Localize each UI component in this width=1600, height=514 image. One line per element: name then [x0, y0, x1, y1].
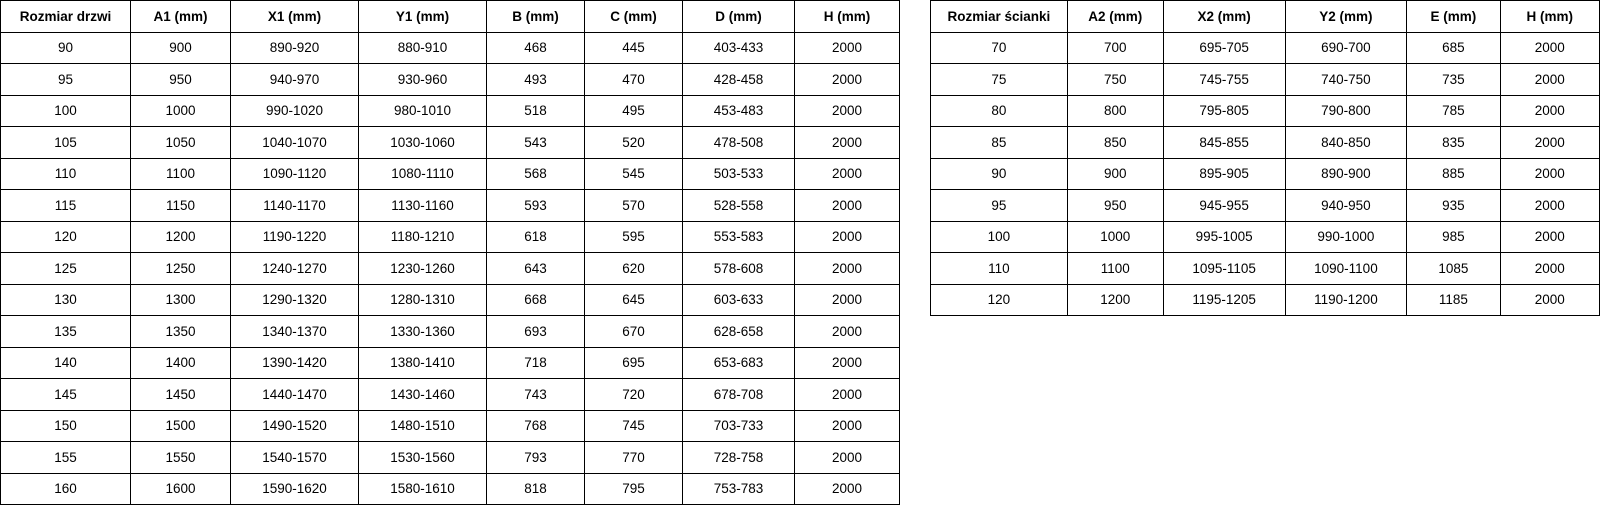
- table-row: [931, 64, 1600, 96]
- doors-cell: 428-458: [683, 64, 795, 96]
- doors-cell: 1240-1270: [231, 253, 359, 285]
- doors-column-header: B (mm): [487, 1, 585, 33]
- table-row: [931, 221, 1600, 253]
- doors-cell: 155: [1, 442, 131, 474]
- walls-cell: 695-705: [1163, 32, 1285, 64]
- doors-cell: 653-683: [683, 347, 795, 379]
- doors-cell: 1250: [131, 253, 231, 285]
- doors-cell: 1180-1210: [359, 221, 487, 253]
- doors-cell: 495: [585, 95, 683, 127]
- doors-column-header: Rozmiar drzwi: [1, 1, 131, 33]
- doors-column-header: A1 (mm): [131, 1, 231, 33]
- doors-cell: 468: [487, 32, 585, 64]
- doors-cell: 2000: [795, 158, 900, 190]
- doors-cell: 528-558: [683, 190, 795, 222]
- table-row: [1, 95, 900, 127]
- walls-column-header: Y2 (mm): [1285, 1, 1407, 33]
- doors-cell: 595: [585, 221, 683, 253]
- walls-cell: 785: [1407, 95, 1500, 127]
- doors-cell: 570: [585, 190, 683, 222]
- walls-cell: 845-855: [1163, 127, 1285, 159]
- walls-cell: 690-700: [1285, 32, 1407, 64]
- doors-cell: 890-920: [231, 32, 359, 64]
- walls-cell: 1195-1205: [1163, 284, 1285, 316]
- table-row: [931, 127, 1600, 159]
- table-row: [1, 64, 900, 96]
- doors-cell: 718: [487, 347, 585, 379]
- doors-cell: 793: [487, 442, 585, 474]
- walls-column-header: X2 (mm): [1163, 1, 1285, 33]
- doors-cell: 2000: [795, 347, 900, 379]
- doors-cell: 115: [1, 190, 131, 222]
- doors-cell: 2000: [795, 190, 900, 222]
- walls-cell: 735: [1407, 64, 1500, 96]
- table-row: [1, 442, 900, 474]
- walls-cell: 835: [1407, 127, 1500, 159]
- walls-cell: 990-1000: [1285, 221, 1407, 253]
- doors-cell: 1530-1560: [359, 442, 487, 474]
- doors-cell: 603-633: [683, 284, 795, 316]
- doors-cell: 2000: [795, 316, 900, 348]
- walls-cell: 80: [931, 95, 1068, 127]
- doors-cell: 545: [585, 158, 683, 190]
- doors-cell: 2000: [795, 410, 900, 442]
- doors-column-header: D (mm): [683, 1, 795, 33]
- table-row: [931, 158, 1600, 190]
- doors-cell: 145: [1, 379, 131, 411]
- doors-cell: 1330-1360: [359, 316, 487, 348]
- table-header-row: [931, 1, 1600, 33]
- doors-cell: 1040-1070: [231, 127, 359, 159]
- doors-cell: 503-533: [683, 158, 795, 190]
- doors-cell: 1350: [131, 316, 231, 348]
- doors-cell: 940-970: [231, 64, 359, 96]
- walls-cell: 100: [931, 221, 1068, 253]
- doors-cell: 110: [1, 158, 131, 190]
- walls-column-header: H (mm): [1500, 1, 1600, 33]
- doors-cell: 518: [487, 95, 585, 127]
- doors-cell: 1480-1510: [359, 410, 487, 442]
- table-row: [1, 473, 900, 505]
- walls-cell: 995-1005: [1163, 221, 1285, 253]
- doors-cell: 1090-1120: [231, 158, 359, 190]
- walls-cell: 2000: [1500, 32, 1600, 64]
- walls-cell: 900: [1067, 158, 1163, 190]
- doors-cell: 678-708: [683, 379, 795, 411]
- doors-cell: 703-733: [683, 410, 795, 442]
- doors-column-header: C (mm): [585, 1, 683, 33]
- walls-table-header: [931, 1, 1600, 33]
- doors-cell: 620: [585, 253, 683, 285]
- doors-cell: 578-608: [683, 253, 795, 285]
- table-row: [1, 347, 900, 379]
- doors-cell: 880-910: [359, 32, 487, 64]
- doors-cell: 1150: [131, 190, 231, 222]
- walls-cell: 2000: [1500, 127, 1600, 159]
- walls-cell: 1090-1100: [1285, 253, 1407, 285]
- doors-cell: 818: [487, 473, 585, 505]
- doors-cell: 1400: [131, 347, 231, 379]
- doors-cell: 1580-1610: [359, 473, 487, 505]
- doors-cell: 1050: [131, 127, 231, 159]
- doors-cell: 120: [1, 221, 131, 253]
- doors-cell: 670: [585, 316, 683, 348]
- doors-cell: 130: [1, 284, 131, 316]
- doors-table-body: [1, 32, 900, 505]
- table-row: [931, 284, 1600, 316]
- doors-cell: 1230-1260: [359, 253, 487, 285]
- doors-cell: 140: [1, 347, 131, 379]
- doors-cell: 900: [131, 32, 231, 64]
- doors-cell: 1500: [131, 410, 231, 442]
- walls-cell: 1200: [1067, 284, 1163, 316]
- doors-cell: 478-508: [683, 127, 795, 159]
- doors-column-header: X1 (mm): [231, 1, 359, 33]
- table-row: [1, 410, 900, 442]
- walls-cell: 890-900: [1285, 158, 1407, 190]
- doors-cell: 100: [1, 95, 131, 127]
- walls-cell: 945-955: [1163, 190, 1285, 222]
- doors-cell: 135: [1, 316, 131, 348]
- doors-cell: 2000: [795, 221, 900, 253]
- doors-cell: 770: [585, 442, 683, 474]
- table-row: [931, 253, 1600, 285]
- doors-cell: 493: [487, 64, 585, 96]
- walls-size-table-container: [930, 0, 1600, 316]
- walls-cell: 700: [1067, 32, 1163, 64]
- doors-cell: 1100: [131, 158, 231, 190]
- walls-cell: 790-800: [1285, 95, 1407, 127]
- doors-cell: 1590-1620: [231, 473, 359, 505]
- walls-cell: 75: [931, 64, 1068, 96]
- doors-cell: 1000: [131, 95, 231, 127]
- table-row: [1, 379, 900, 411]
- doors-cell: 1600: [131, 473, 231, 505]
- doors-cell: 745: [585, 410, 683, 442]
- doors-cell: 645: [585, 284, 683, 316]
- doors-cell: 1450: [131, 379, 231, 411]
- table-row: [931, 95, 1600, 127]
- doors-cell: 743: [487, 379, 585, 411]
- table-row: [931, 32, 1600, 64]
- doors-cell: 695: [585, 347, 683, 379]
- walls-cell: 850: [1067, 127, 1163, 159]
- doors-cell: 628-658: [683, 316, 795, 348]
- doors-cell: 668: [487, 284, 585, 316]
- walls-cell: 1185: [1407, 284, 1500, 316]
- walls-cell: 895-905: [1163, 158, 1285, 190]
- doors-cell: 693: [487, 316, 585, 348]
- doors-cell: 553-583: [683, 221, 795, 253]
- doors-cell: 1550: [131, 442, 231, 474]
- walls-cell: 940-950: [1285, 190, 1407, 222]
- walls-cell: 2000: [1500, 190, 1600, 222]
- doors-column-header: H (mm): [795, 1, 900, 33]
- doors-cell: 795: [585, 473, 683, 505]
- doors-cell: 568: [487, 158, 585, 190]
- table-row: [931, 190, 1600, 222]
- doors-cell: 1440-1470: [231, 379, 359, 411]
- walls-column-header: Rozmiar ścianki: [931, 1, 1068, 33]
- doors-cell: 403-433: [683, 32, 795, 64]
- walls-cell: 885: [1407, 158, 1500, 190]
- walls-size-table: [930, 0, 1600, 316]
- walls-cell: 95: [931, 190, 1068, 222]
- walls-cell: 1000: [1067, 221, 1163, 253]
- doors-cell: 2000: [795, 284, 900, 316]
- table-header-row: [1, 1, 900, 33]
- doors-cell: 768: [487, 410, 585, 442]
- walls-cell: 1095-1105: [1163, 253, 1285, 285]
- doors-cell: 1540-1570: [231, 442, 359, 474]
- table-row: [1, 158, 900, 190]
- walls-cell: 1100: [1067, 253, 1163, 285]
- table-row: [1, 190, 900, 222]
- walls-cell: 745-755: [1163, 64, 1285, 96]
- doors-cell: 1340-1370: [231, 316, 359, 348]
- walls-cell: 2000: [1500, 64, 1600, 96]
- doors-column-header: Y1 (mm): [359, 1, 487, 33]
- doors-cell: 990-1020: [231, 95, 359, 127]
- walls-cell: 1085: [1407, 253, 1500, 285]
- walls-cell: 110: [931, 253, 1068, 285]
- walls-cell: 795-805: [1163, 95, 1285, 127]
- walls-cell: 750: [1067, 64, 1163, 96]
- walls-cell: 2000: [1500, 221, 1600, 253]
- walls-cell: 685: [1407, 32, 1500, 64]
- doors-cell: 1430-1460: [359, 379, 487, 411]
- doors-cell: 1140-1170: [231, 190, 359, 222]
- table-row: [1, 221, 900, 253]
- doors-cell: 150: [1, 410, 131, 442]
- doors-cell: 1390-1420: [231, 347, 359, 379]
- walls-cell: 2000: [1500, 253, 1600, 285]
- walls-cell: 85: [931, 127, 1068, 159]
- doors-cell: 980-1010: [359, 95, 487, 127]
- doors-cell: 728-758: [683, 442, 795, 474]
- doors-cell: 930-960: [359, 64, 487, 96]
- walls-cell: 740-750: [1285, 64, 1407, 96]
- doors-cell: 2000: [795, 32, 900, 64]
- doors-cell: 445: [585, 32, 683, 64]
- doors-cell: 2000: [795, 442, 900, 474]
- doors-cell: 160: [1, 473, 131, 505]
- doors-cell: 2000: [795, 253, 900, 285]
- doors-cell: 2000: [795, 127, 900, 159]
- doors-cell: 593: [487, 190, 585, 222]
- doors-cell: 753-783: [683, 473, 795, 505]
- doors-cell: 618: [487, 221, 585, 253]
- walls-cell: 120: [931, 284, 1068, 316]
- walls-cell: 985: [1407, 221, 1500, 253]
- doors-cell: 90: [1, 32, 131, 64]
- doors-cell: 720: [585, 379, 683, 411]
- doors-cell: 2000: [795, 379, 900, 411]
- doors-cell: 2000: [795, 95, 900, 127]
- walls-column-header: E (mm): [1407, 1, 1500, 33]
- doors-cell: 1190-1220: [231, 221, 359, 253]
- table-row: [1, 127, 900, 159]
- walls-table-body: [931, 32, 1600, 316]
- walls-cell: 2000: [1500, 158, 1600, 190]
- walls-cell: 840-850: [1285, 127, 1407, 159]
- doors-cell: 1280-1310: [359, 284, 487, 316]
- walls-cell: 90: [931, 158, 1068, 190]
- table-row: [1, 253, 900, 285]
- doors-cell: 470: [585, 64, 683, 96]
- walls-column-header: A2 (mm): [1067, 1, 1163, 33]
- doors-cell: 643: [487, 253, 585, 285]
- walls-cell: 70: [931, 32, 1068, 64]
- doors-cell: 125: [1, 253, 131, 285]
- walls-cell: 800: [1067, 95, 1163, 127]
- doors-cell: 2000: [795, 64, 900, 96]
- doors-cell: 2000: [795, 473, 900, 505]
- walls-cell: 935: [1407, 190, 1500, 222]
- table-row: [1, 316, 900, 348]
- doors-table-header: [1, 1, 900, 33]
- doors-cell: 95: [1, 64, 131, 96]
- table-row: [1, 32, 900, 64]
- doors-cell: 1130-1160: [359, 190, 487, 222]
- table-row: [1, 284, 900, 316]
- doors-cell: 453-483: [683, 95, 795, 127]
- walls-cell: 1190-1200: [1285, 284, 1407, 316]
- doors-cell: 105: [1, 127, 131, 159]
- doors-cell: 1080-1110: [359, 158, 487, 190]
- doors-cell: 1030-1060: [359, 127, 487, 159]
- doors-cell: 1290-1320: [231, 284, 359, 316]
- doors-cell: 1380-1410: [359, 347, 487, 379]
- walls-cell: 2000: [1500, 284, 1600, 316]
- doors-cell: 1490-1520: [231, 410, 359, 442]
- doors-cell: 1200: [131, 221, 231, 253]
- walls-cell: 950: [1067, 190, 1163, 222]
- doors-cell: 520: [585, 127, 683, 159]
- doors-cell: 543: [487, 127, 585, 159]
- doors-cell: 1300: [131, 284, 231, 316]
- doors-cell: 950: [131, 64, 231, 96]
- walls-cell: 2000: [1500, 95, 1600, 127]
